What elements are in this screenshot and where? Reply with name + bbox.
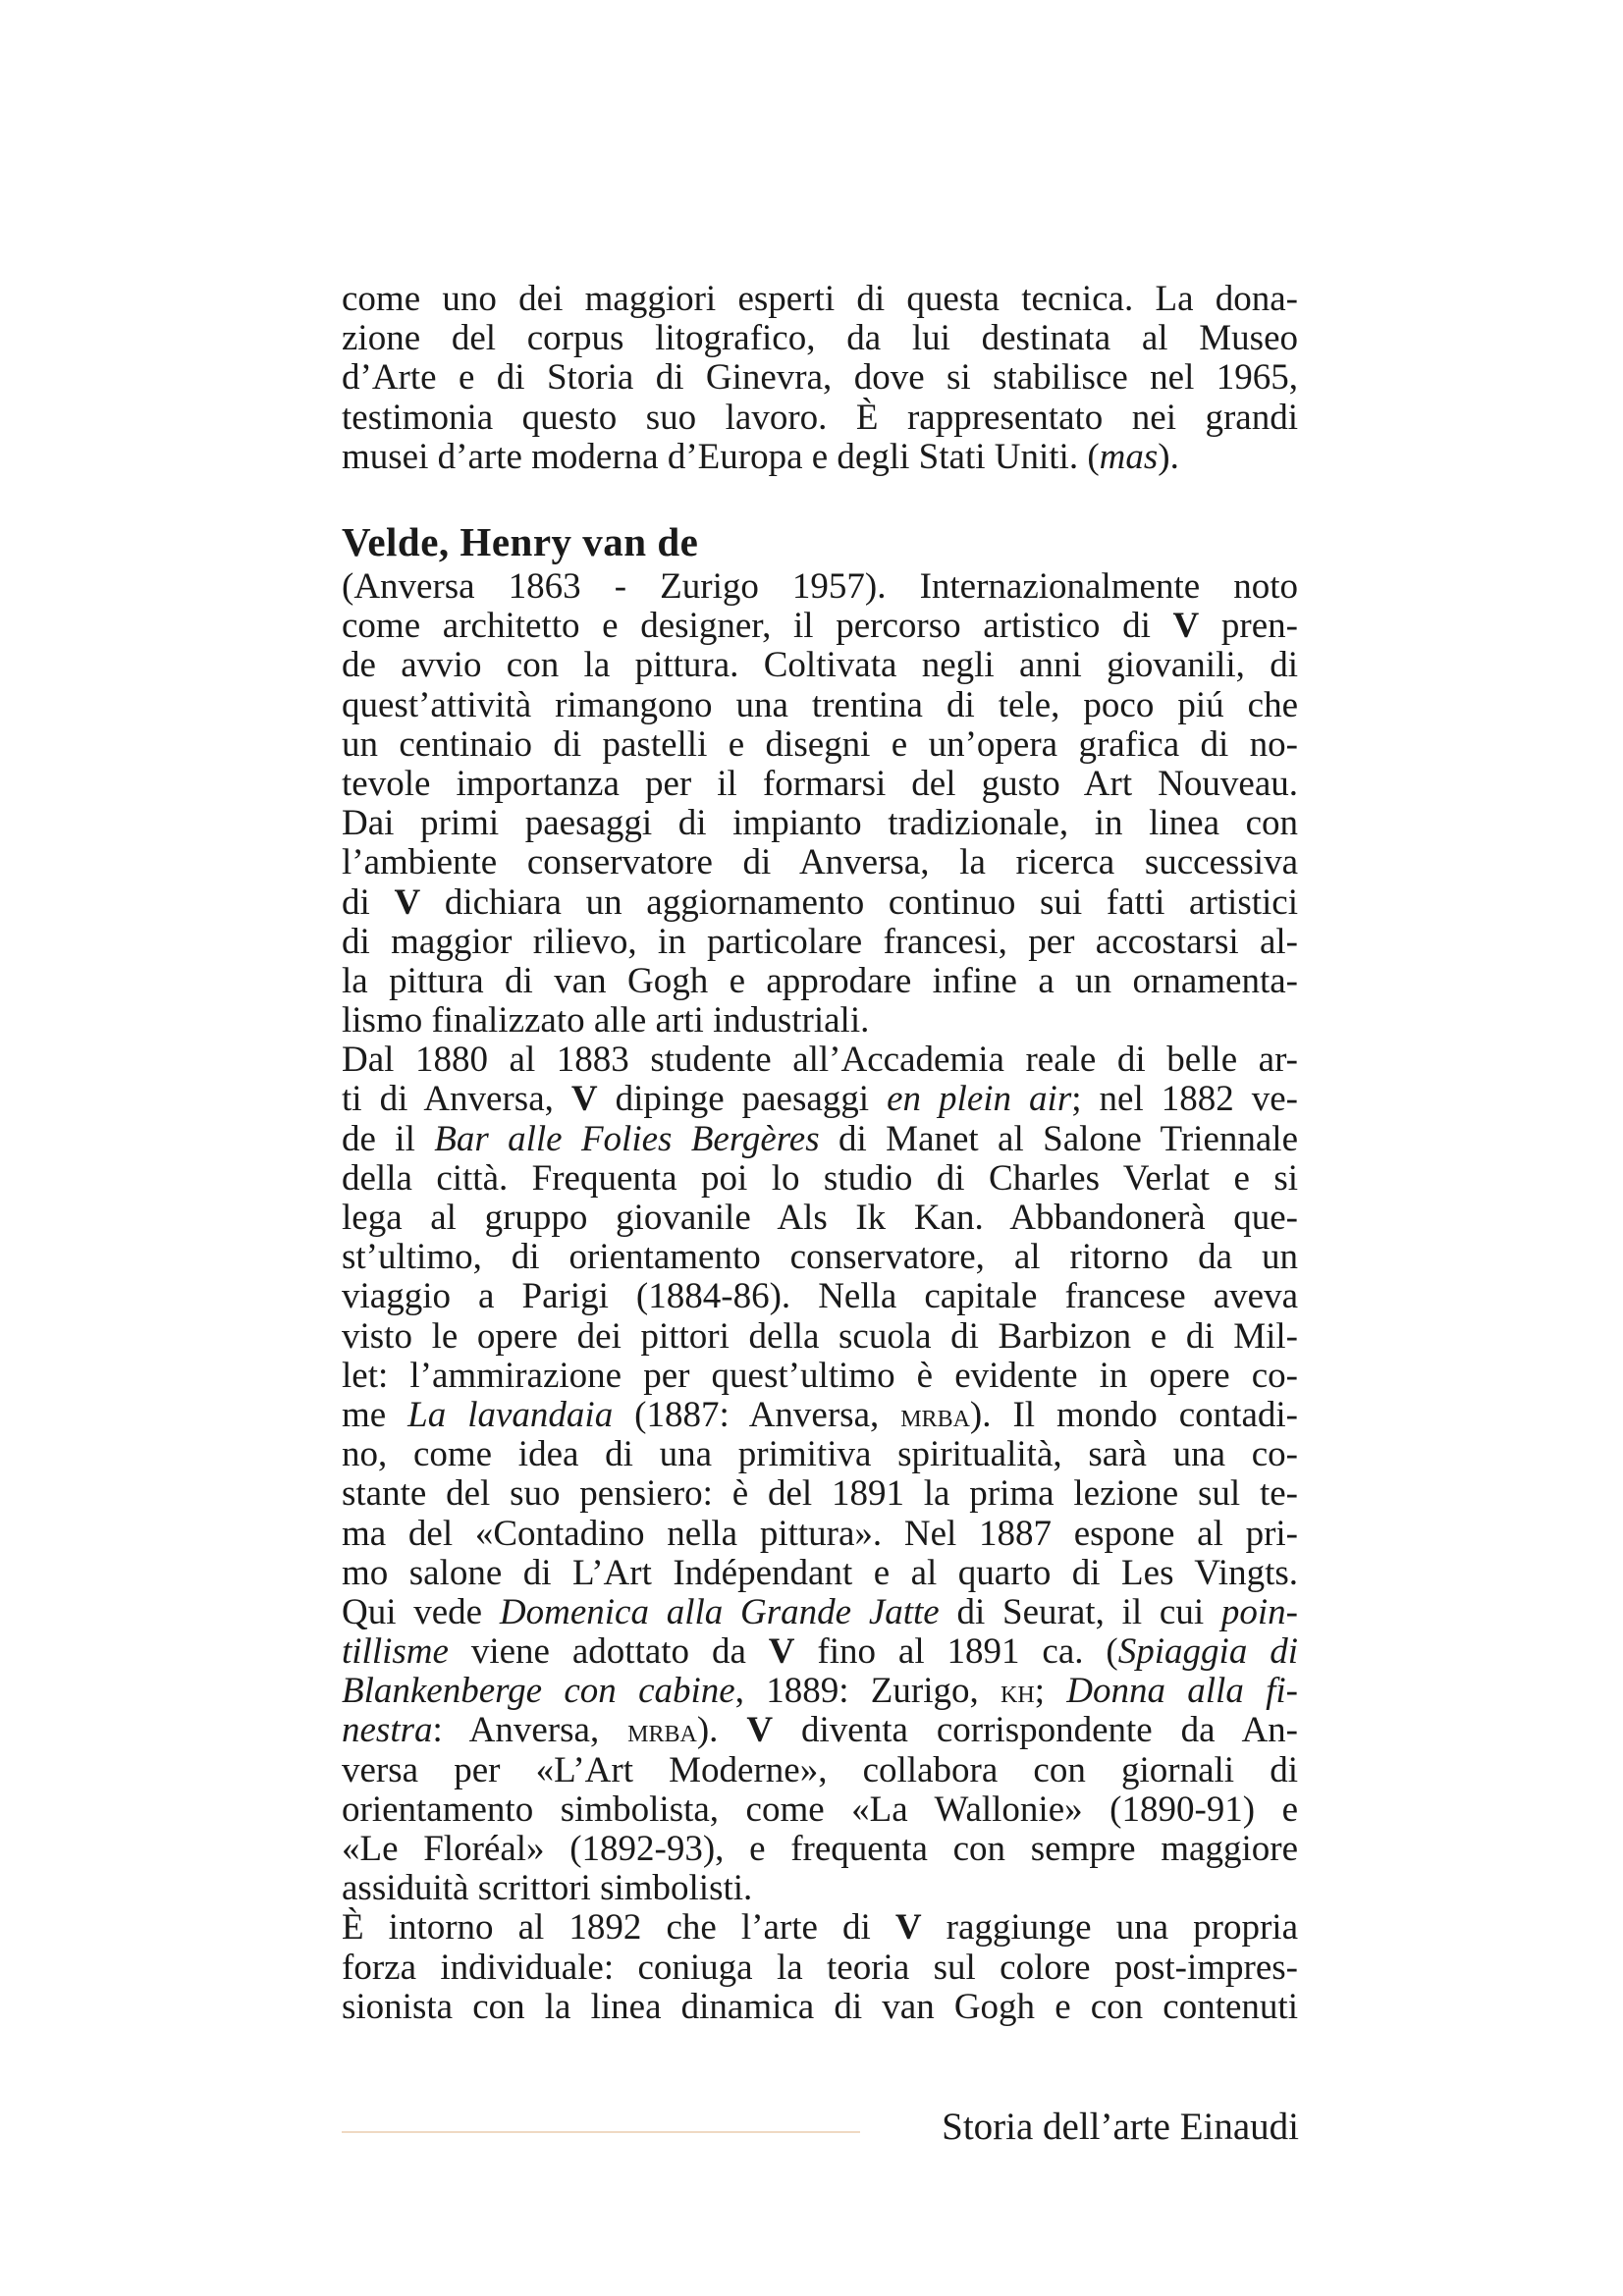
text-line: visto le opere dei pittori della scuola di Barbizon e di Mil- bbox=[342, 1315, 1298, 1357]
text-line: zione del corpus litografico, da lui destinata al Museo bbox=[342, 318, 1298, 359]
previous-entry-text bbox=[342, 280, 1298, 477]
text-line: come architetto e designer, il percorso artistico di V pren- bbox=[342, 606, 1298, 647]
entry-heading: Velde, Henry van de bbox=[342, 519, 699, 564]
text-line: tillisme viene adottato da V fino al 1891 ca. (Spiaggia di bbox=[342, 1631, 1299, 1673]
text-line: st’ultimo, di orientamento conservatore, al ritorno da un bbox=[342, 1237, 1298, 1278]
artwork-title: Donna alla fi- bbox=[1066, 1671, 1298, 1712]
text-line: orientamento simbolista, come «La Wallonie» (1890-91) e bbox=[342, 1789, 1298, 1830]
text-line: Blankenberge con cabine, 1889: Zurigo, kh; Donna alla fi- bbox=[342, 1671, 1298, 1712]
entry-abbr: V bbox=[394, 881, 421, 923]
text-line: stante del suo pensiero: è del 1891 la prima lezione sul te- bbox=[342, 1473, 1298, 1515]
artwork-title: Domenica alla Grande Jatte bbox=[499, 1591, 940, 1632]
text-line: me La lavandaia (1887: Anversa, mrba). Il mondo contadi- bbox=[342, 1394, 1298, 1435]
entry-body bbox=[342, 567, 1298, 2027]
artwork-title: Blankenberge con cabine bbox=[342, 1671, 735, 1712]
footer-title: Storia dell’arte Einaudi bbox=[942, 2106, 1299, 2148]
text-line: È intorno al 1892 che l’arte di V raggiunge una propria bbox=[342, 1907, 1298, 1949]
text-line: nestra: Anversa, mrba). V diventa corrispondente da An- bbox=[342, 1710, 1298, 1751]
text-line: de il Bar alle Folies Bergères di Manet al Salone Triennale bbox=[342, 1118, 1298, 1159]
text-line: lega al gruppo giovanile Als Ik Kan. Abbandonerà que- bbox=[342, 1198, 1298, 1238]
museum-abbr: kh bbox=[1001, 1674, 1035, 1711]
artwork-title: La lavandaia bbox=[407, 1394, 614, 1435]
text-line: no, come idea di una primitiva spiritualità, sarà una co- bbox=[342, 1434, 1298, 1475]
text-line: versa per «L’Art Moderne», collabora con giornali di bbox=[342, 1749, 1298, 1790]
text-line: ti di Anversa, V dipinge paesaggi en plein air; nel 1882 ve- bbox=[342, 1079, 1299, 1120]
text-line: lismo finalizzato alle arti industriali. bbox=[342, 1000, 870, 1041]
footer-rule bbox=[342, 2131, 860, 2133]
entry-abbr: V bbox=[570, 1079, 598, 1120]
text-line: viaggio a Parigi (1884-86). Nella capitale francese aveva bbox=[342, 1276, 1298, 1317]
text-line: mo salone di L’Art Indépendant e al quarto di Les Vingts. bbox=[342, 1552, 1298, 1593]
author-initials: mas bbox=[1099, 436, 1159, 477]
text-line: un centinaio di pastelli e disegni e un’opera grafica di no- bbox=[342, 723, 1298, 765]
text-line: come uno dei maggiori esperti di questa tecnica. La dona- bbox=[342, 279, 1298, 319]
text-line: forza individuale: coniuga la teoria sul colore post-impres- bbox=[342, 1947, 1298, 1988]
museum-abbr: mrba bbox=[627, 1713, 697, 1750]
text-line: assiduità scrittori simbolisti. bbox=[342, 1868, 753, 1909]
text-line: ma del «Contadino nella pittura». Nel 1887 espone al pri- bbox=[342, 1513, 1298, 1554]
text-line: la pittura di van Gogh e approdare infine a un ornamenta- bbox=[342, 960, 1298, 1001]
text-run: ). bbox=[1158, 436, 1179, 477]
text-line: «Le Floréal» (1892-93), e frequenta con sempre maggiore bbox=[342, 1829, 1298, 1869]
text-line bbox=[342, 438, 1298, 477]
text-line: Dai primi paesaggi di impianto tradizionale, in linea con bbox=[342, 803, 1298, 844]
entry-abbr: V bbox=[1172, 606, 1200, 647]
text-run: musei d’arte moderna d’Europa e degli Stati Uniti. ( bbox=[342, 436, 1100, 477]
text-line: testimonia questo suo lavoro. È rappresentato nei grandi bbox=[342, 397, 1298, 438]
text-line: de avvio con la pittura. Coltivata negli anni giovanili, di bbox=[342, 645, 1298, 686]
artwork-title: Bar alle Folies Bergères bbox=[434, 1118, 820, 1159]
entry-abbr: V bbox=[746, 1710, 774, 1751]
text-line: di maggior rilievo, in particolare francesi, per accostarsi al- bbox=[342, 921, 1298, 962]
entry-abbr: V bbox=[768, 1631, 795, 1673]
text-line: Dal 1880 al 1883 studente all’Accademia reale di belle ar- bbox=[342, 1040, 1298, 1081]
text-line: Qui vede Domenica alla Grande Jatte di Seurat, il cui poin- bbox=[342, 1591, 1298, 1632]
artwork-title: Spiaggia di bbox=[1117, 1631, 1299, 1673]
text-line: (Anversa 1863 - Zurigo 1957). Internazionalmente noto bbox=[342, 566, 1298, 607]
text-line: l’ambiente conservatore di Anversa, la ricerca successiva bbox=[342, 842, 1298, 883]
text-line: di V dichiara un aggiornamento continuo sui fatti artistici bbox=[342, 881, 1298, 923]
museum-abbr: mrba bbox=[900, 1397, 970, 1434]
text-line: tevole importanza per il formarsi del gusto Art Nouveau. bbox=[342, 763, 1298, 804]
text-line: sionista con la linea dinamica di van Gogh e con contenuti bbox=[342, 1986, 1298, 2027]
text-line: d’Arte e di Storia di Ginevra, dove si stabilisce nel 1965, bbox=[342, 357, 1298, 399]
artwork-title: nestra bbox=[342, 1710, 433, 1751]
entry-abbr: V bbox=[894, 1907, 922, 1949]
text-line: let: l’ammirazione per quest’ultimo è evidente in opere co- bbox=[342, 1355, 1298, 1396]
text-line: quest’attività rimangono una trentina di tele, poco piú che bbox=[342, 684, 1298, 725]
text-line: della città. Frequenta poi lo studio di Charles Verlat e si bbox=[342, 1157, 1298, 1199]
